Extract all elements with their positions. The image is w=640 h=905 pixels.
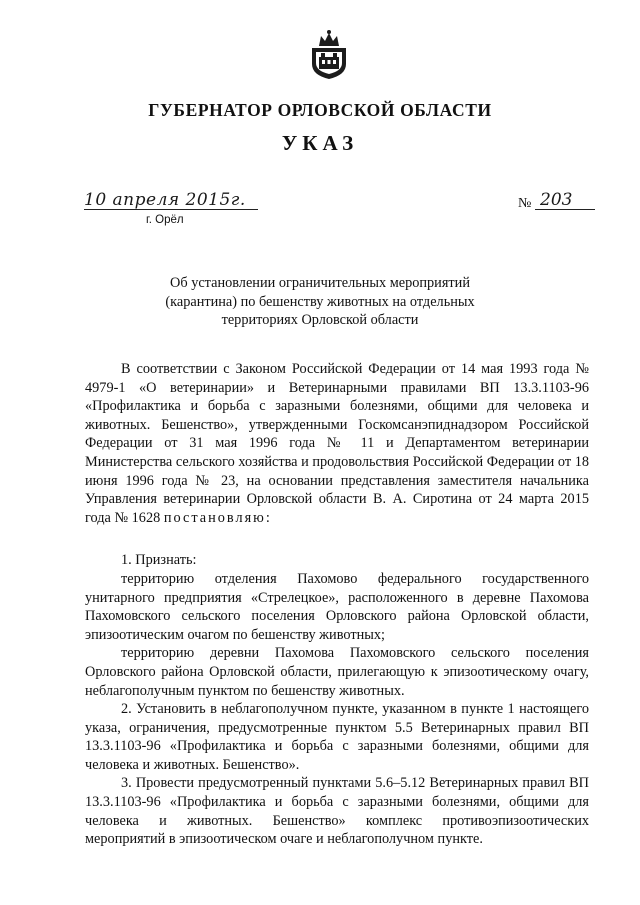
document-body: [85, 360, 589, 849]
item-2-paragraph: 2. Установить в неблагополучном пункте, указанном в пункте 1 настоящего указа, ограничения, предусмотренные пунктом 5.5 Ветеринарных правил ВП 13.3.1103-96 «Профилактика и борьба с заразными болезнями, общими для человека и животных. Бешенство».: [85, 701, 589, 773]
preamble-text: В соответствии с Законом Российской Федерации от 14 мая 1993 года № 4979-1 «О ветеринарии» и Ветеринарными правилами ВП 13.3.1103-96 «Профилактика и борьба с заразными болезнями, общими для человека и животных. Бешенство», утвержденными Госкомсанэпиднадзором Российской Федерации от 31 мая 1996 года № 11 и Департаментом ветеринарии Министерства сельского хозяйства и продовольствия Российской Федерации от 18 июня 1996 года № 23, на основании представления заместителя начальника Управления ветеринарии Орловской области В. А. Сиротина от 24 марта 2015 года № 1628: [85, 361, 589, 526]
governor-title: ГУБЕРНАТОР ОРЛОВСКОЙ ОБЛАСТИ: [148, 100, 492, 120]
coat-of-arms-icon: [309, 28, 349, 80]
item-1-clause-a: территорию отделения Пахомово федерального государственного унитарного предприятия «Стрелецкое», расположенного в деревне Пахомова Пахомовского сельского поселения Орловского района Орловской области, эпизоотическим очагом по бешенству животных;: [85, 570, 589, 643]
title-line: территориях Орловской области: [221, 312, 419, 328]
paragraph-gap: [85, 527, 589, 551]
number-label: №: [518, 196, 532, 211]
date-handwritten: 10 апреля 2015г.: [84, 190, 246, 210]
item-3-paragraph: 3. Провести предусмотренный пунктами 5.6–5.12 Ветеринарных правил ВП 13.3.1103-96 «Профилактика и борьба с заразными болезнями, общими для человека и животных. Бешенство» комплекс противоэпизоотических мероприятий в эпизоотическом очаге и неблагополучном пункте.: [85, 775, 589, 848]
item-1-clause-b: территорию деревни Пахомова Пахомовского сельского поселения Орловского района Орловской области, прилегающую к эпизоотическому очагу, неблагополучным пунктом по бешенству животных.: [85, 645, 589, 699]
city-label: г. Орёл: [146, 214, 184, 226]
date-underline: [84, 209, 258, 210]
number-handwritten: 203: [540, 190, 573, 210]
item-1-heading: 1. Признать:: [121, 552, 197, 569]
title-line: (карантина) по бешенству животных на отдельных: [165, 293, 475, 310]
title-line: Об установлении ограничительных мероприятий: [170, 275, 470, 291]
preamble-paragraph: [85, 360, 589, 527]
document-title: [120, 274, 520, 330]
decree-word: постановляю:: [163, 509, 272, 526]
number-underline: [535, 209, 595, 210]
document-type: УКАЗ: [281, 131, 359, 155]
